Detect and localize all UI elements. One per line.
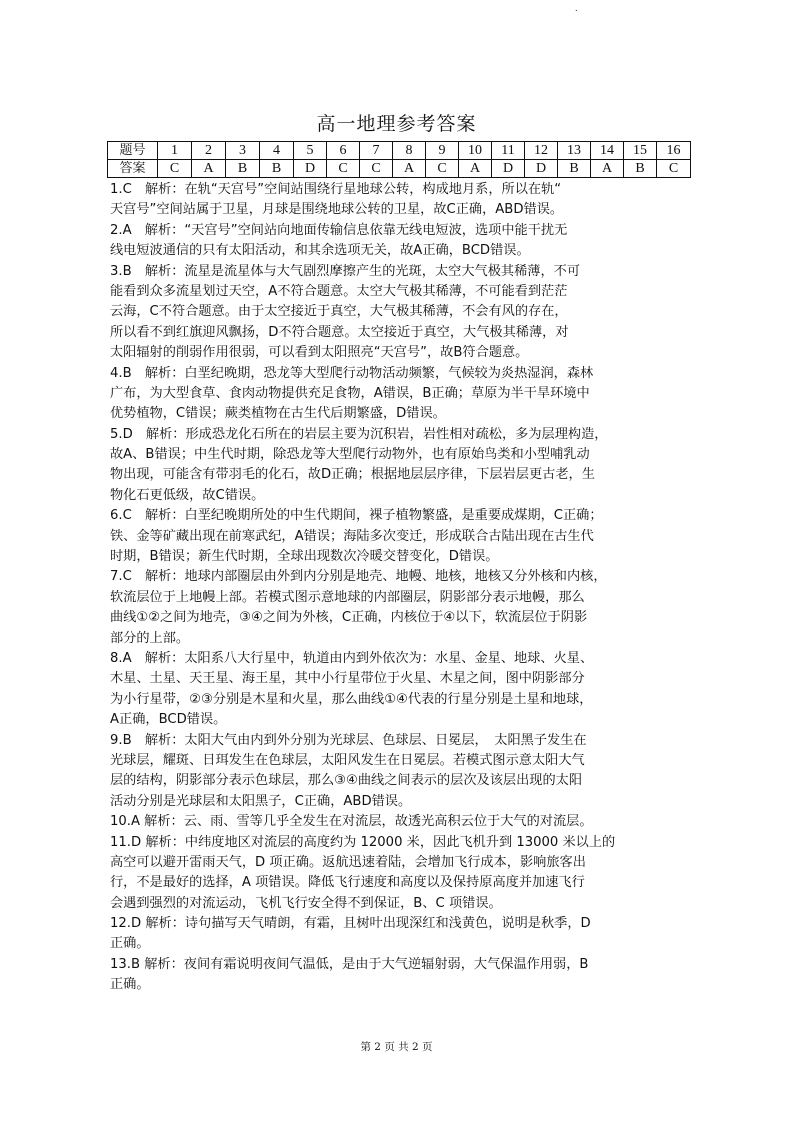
text-line: 行，不是最好的选择，A 项错误。降低飞行速度和高度以及保持原高度并加速飞行	[110, 875, 585, 891]
answer-cell: C	[657, 160, 691, 178]
text-line: 铁、金等矿藏出现在前寒武纪，A错误；海陆多次变迁，形成联合古陆出现在古生代	[110, 528, 594, 544]
text-line: 故A、B错误；中生代时期，除恐龙等大型爬行动物外，也有原始鸟类和小型哺乳动	[110, 447, 590, 463]
text-line: 9.B 解析：太阳大气由内到外分别为光球层、色球层、日冕层， 太阳黑子发生在	[110, 732, 587, 748]
question-number-cell: 11	[492, 142, 525, 160]
answer-cell: B	[624, 160, 657, 178]
text-line: 天宫号”空间站属于卫星，月球是围绕地球公转的卫星，故C正确，ABD错误。	[110, 202, 564, 218]
explanations	[110, 180, 695, 996]
explanation-6	[110, 506, 695, 567]
text-line: 层的结构，阴影部分表示色球层，那么③④曲线之间表示的层次及该层出现的太阳	[110, 773, 583, 789]
question-number-header: 题号	[108, 142, 158, 160]
top-dot-mark: .	[575, 4, 578, 13]
question-number-cell: 10	[459, 142, 492, 160]
text-line: 太阳辐射的削弱作用很弱，可以看到太阳照亮“天宫号”，故B符合题意。	[110, 345, 529, 361]
question-number-cell: 15	[624, 142, 657, 160]
question-number-cell: 7	[360, 142, 393, 160]
text-line: 10.A 解析：云、雨、雪等几乎全发生在对流层，故透光高积云位于大气的对流层。	[110, 814, 593, 830]
explanation-12	[110, 914, 695, 955]
answer-cell: C	[426, 160, 459, 178]
text-line: 木星、土星、天王星、海王星，其中小行星带位于火星、木星之间，图中阴影部分	[110, 671, 585, 687]
explanation-10	[110, 812, 695, 832]
text-line: 13.B 解析：夜间有霜说明夜间气温低，是由于大气逆辐射弱，大气保温作用弱，B	[110, 956, 589, 972]
answer-cell: D	[492, 160, 525, 178]
text-line: 线电短波通信的只有太阳活动，和其余选项无关，故A正确，BCD错误。	[110, 243, 530, 259]
answer-row	[108, 160, 691, 178]
explanation-11	[110, 833, 695, 915]
explanation-7	[110, 567, 695, 649]
question-number-cell: 2	[192, 142, 226, 160]
text-line: 高空可以避开雷雨天气，D 项正确。返航迅速着陆，会增加飞行成本，影响旅客出	[110, 854, 586, 870]
answer-cell: D	[294, 160, 327, 178]
explanation-5	[110, 425, 695, 507]
text-line: 正确。	[110, 977, 150, 993]
text-line: 物出现，可能含有带羽毛的化石，故D正确；根据地层层序律，下层岩层更古老，生	[110, 467, 595, 483]
page-footer: 第 2 页 共 2 页	[360, 1041, 433, 1053]
text-line: 云海，C不符合题意。由于太空接近于真空，大气极其稀薄，不会有风的存在，	[110, 304, 568, 320]
text-line: 优势植物，C错误；蕨类植物在古生代后期繁盛，D错误。	[110, 406, 446, 422]
question-number-cell: 13	[558, 142, 591, 160]
answer-cell: A	[459, 160, 492, 178]
explanation-9	[110, 731, 695, 813]
question-number-cell: 5	[294, 142, 327, 160]
text-line: 5.D 解析：形成恐龙化石所在的岩层主要为沉积岩，岩性相对疏松，多为层理构造，	[110, 426, 608, 442]
text-line: 光球层，耀斑、日珥发生在色球层，太阳风发生在日冕层。若模式图示意太阳大气	[110, 752, 585, 768]
text-line: 部分的上部。	[110, 630, 190, 646]
question-number-cell: 16	[657, 142, 691, 160]
text-line: 11.D 解析：中纬度地区对流层的高度约为 12000 米，因此飞机升到 13000 米以上的	[110, 834, 616, 850]
text-line: 3.B 解析：流星是流星体与大气剧烈摩擦产生的光斑，太空大气极其稀薄，不可	[110, 263, 581, 279]
question-number-cell: 12	[525, 142, 558, 160]
explanation-8	[110, 649, 695, 731]
text-line: 曲线①②之间为地壳，③④之间为外核，C正确，内核位于④以下，软流层位于阴影	[110, 610, 588, 626]
text-line: 所以看不到红旗迎风飘扬，D不符合题意。太空接近于真空，大气极其稀薄，对	[110, 324, 569, 340]
text-line: 为小行星带，②③分别是木星和火星，那么曲线①④代表的行星分别是土星和地球，	[110, 691, 593, 707]
text-line: 广布，为大型食草、食肉动物提供充足食物，A错误，B正确；草原为半干旱环境中	[110, 385, 590, 401]
text-line: 软流层位于上地幔上部。若模式图示意地球的内部圈层，阴影部分表示地幔，那么	[110, 589, 585, 605]
text-line: 4.B 解析：白垩纪晚期，恐龙等大型爬行动物活动频繁，气候较为炎热湿润，森林	[110, 365, 594, 381]
page-title: 高一地理参考答案	[316, 113, 477, 135]
text-line: 时期，B错误；新生代时期，全球出现数次冷暖交替变化，D错误。	[110, 549, 499, 565]
answer-header: 答案	[108, 160, 158, 178]
question-number-cell: 8	[393, 142, 426, 160]
answer-cell: B	[226, 160, 260, 178]
explanation-4	[110, 364, 695, 425]
text-line: 1.C 解析：在轨“天宫号”空间站围绕行星地球公转，构成地月系，所以在轨“	[110, 182, 562, 197]
question-number-cell: 6	[327, 142, 360, 160]
question-number-cell: 3	[226, 142, 260, 160]
answer-cell: A	[192, 160, 226, 178]
answer-cell: A	[393, 160, 426, 178]
text-line: 正确。	[110, 936, 150, 952]
question-number-cell: 9	[426, 142, 459, 160]
question-number-cell: 4	[260, 142, 294, 160]
explanation-2	[110, 221, 695, 262]
answer-cell: C	[360, 160, 393, 178]
answer-cell: C	[158, 160, 192, 178]
explanation-3	[110, 262, 695, 364]
text-line: A正确，BCD错误。	[110, 712, 227, 728]
text-line: 12.D 解析：诗句描写天气晴朗，有霜，且树叶出现深红和浅黄色，说明是秋季，D	[110, 916, 591, 932]
explanation-1	[110, 180, 695, 221]
answer-cell: B	[558, 160, 591, 178]
text-line: 2.A 解析：“天宫号”空间站向地面传输信息依靠无线电短波，选项中能干扰无	[110, 222, 568, 238]
text-line: 7.C 解析：地球内部圈层由外到内分别是地壳、地幔、地核，地核又分外核和内核，	[110, 569, 607, 585]
answer-cell: C	[327, 160, 360, 178]
question-number-row	[108, 142, 691, 160]
question-number-cell: 14	[591, 142, 624, 160]
text-line: 8.A 解析：太阳系八大行星中，轨道由内到外依次为：水星、金星、地球、火星、	[110, 650, 594, 666]
answer-cell: D	[525, 160, 558, 178]
answer-table	[107, 141, 691, 178]
text-line: 活动分别是光球层和太阳黑子，C正确，ABD错误。	[110, 793, 412, 809]
text-line: 能看到众多流星划过天空，A不符合题意。太空大气极其稀薄，不可能看到茫茫	[110, 283, 568, 299]
answer-cell: A	[591, 160, 624, 178]
text-line: 物化石更低级，故C错误。	[110, 487, 265, 503]
question-number-cell: 1	[158, 142, 192, 160]
answer-cell: B	[260, 160, 294, 178]
explanation-13	[110, 955, 695, 996]
text-line: 6.C 解析：白垩纪晚期所处的中生代期间，裸子植物繁盛，是重要成煤期，C正确；	[110, 508, 603, 524]
text-line: 会遇到强烈的对流运动，飞机飞行安全得不到保证，B、C 项错误。	[110, 895, 502, 911]
